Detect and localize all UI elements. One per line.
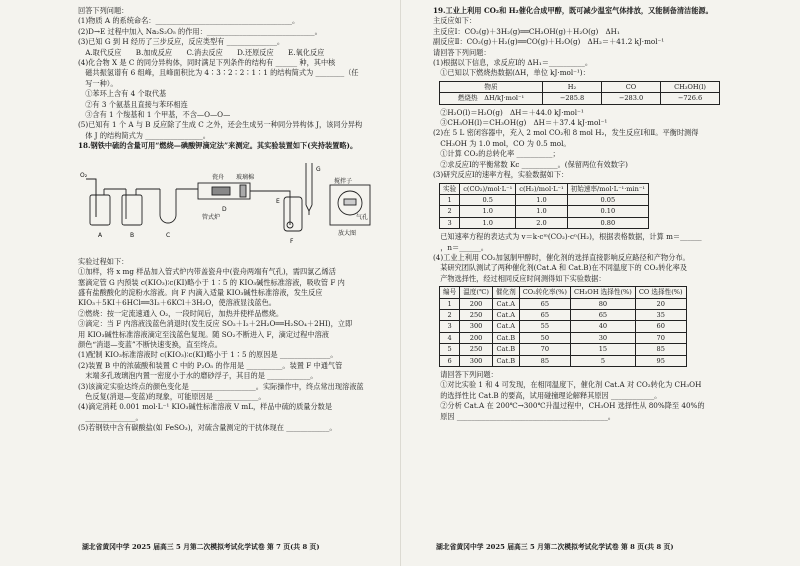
label-f: F [290, 237, 294, 245]
page-fold [400, 0, 401, 566]
text-line: ①已知以下燃烧热数据(ΔH，单位 kJ·mol⁻¹)： [433, 68, 590, 78]
table-cell: 50 [519, 332, 570, 343]
table-header: 温度(℃) [460, 287, 493, 298]
text-line: ②分析 Cat.A 在 200℃→300℃升温过程中，CH₃OH 选择性从 80%降至 40%的 [433, 401, 705, 411]
table-cell: 60 [635, 321, 686, 332]
text-line: (5)已知有 1 个 A 与 B 反应除了生成 C 之外，还会生成另一种同分异构体 J，该同分异构 [78, 120, 363, 130]
table-cell: 55 [519, 321, 570, 332]
table-header: 初始速率/mol·L⁻¹·min⁻¹ [567, 183, 648, 194]
table-cell: 85 [635, 344, 686, 355]
table-cell: 65 [519, 309, 570, 320]
table-cell: 0.80 [567, 217, 648, 228]
table-header: 编号 [440, 287, 460, 298]
text-line: 塞滴定管 G 内预装 c(KIO₃)∶c(KI)略小于 1∶5 的 KIO₃碱性标准溶液，吸收管 F 内 [78, 277, 345, 287]
table-cell: 65 [570, 309, 635, 320]
bottle-b [122, 195, 142, 225]
table-cell: 5 [570, 355, 635, 366]
table-header: 实验 [440, 183, 460, 194]
text-line: ______________。 [78, 412, 143, 422]
table-header: CH₃OH(l) [661, 81, 720, 92]
text-line: 主反应如下： [433, 16, 477, 26]
table-header: c(CO₂)/mol·L⁻¹ [460, 183, 516, 194]
text-line: 体 J 的结构简式为 ________________。 [78, 130, 210, 140]
table-cell: Cat.B [492, 344, 519, 355]
text-line: ①计算 CO₂的总转化率 __________； [433, 149, 560, 159]
text-line: (3)研究反应Ⅰ的速率方程，实验数据如下： [433, 170, 569, 180]
table-cell: 250 [460, 344, 493, 355]
table-cell: 300 [460, 321, 493, 332]
text-line: ②求反应Ⅰ的平衡常数 Kc __________。(保留两位有效数字) [433, 159, 628, 169]
label-o2: O₂ [80, 171, 88, 179]
text-line: 末端多孔玻璃泡内置一密度小于水的磨砂浮子，其目的是 ____________。 [78, 371, 318, 381]
table-cell: 15 [570, 344, 635, 355]
table-cell: 2.0 [516, 217, 567, 228]
rate-data-table [439, 183, 649, 230]
table-cell: 35 [635, 309, 686, 320]
table-header: c(H₂)/mol·L⁻¹ [516, 183, 567, 194]
table-cell: Cat.A [492, 321, 519, 332]
text-line: 副反应Ⅱ：CO₂(g)＋H₂(g)══CO(g)＋H₂O(g) ΔH₂＝＋41.2 kJ·mol⁻¹ [433, 37, 665, 47]
table-cell: 70 [519, 344, 570, 355]
label-crucible: 瓷舟 [212, 173, 225, 181]
o2-inlet-tube [86, 179, 96, 217]
text-line: 请回答下列问题： [433, 47, 491, 57]
table-row [440, 344, 687, 355]
catalyst-data-table [439, 286, 687, 367]
text-line: (4)化合物 X 是 C 的同分异构体，同时满足下列条件的结构有 ______ 种，其中核 [78, 58, 336, 68]
text-line: 色反复(消退—变蓝)的现象，可能原因是 ____________。 [78, 391, 266, 401]
table-cell: 6 [440, 355, 460, 366]
text-line: KIO₃＋5KI＋6HCl══3I₂＋6KCl＋3H₂O，使溶液显浅蓝色。 [78, 298, 276, 308]
u-tube-c [160, 189, 176, 223]
table-cell: 5 [440, 344, 460, 355]
table-cell: −285.8 [543, 93, 602, 104]
table-row [440, 298, 687, 309]
table-cell: 1.0 [516, 194, 567, 205]
table-cell: 85 [519, 355, 570, 366]
text-line: 盛有盐酸酸化的淀粉水溶液。向 F 内滴入适量 KIO₃碱性标准溶液，发生反应 [78, 287, 323, 297]
table-cell: 65 [519, 298, 570, 309]
text-line: 磁共振氢谱有 6 组峰，且峰面积比为 4∶3∶2∶2∶1∶1 的结构简式为 ________（任 [78, 68, 359, 78]
text-line: 已知速率方程的表达式为 v＝k·cᵐ(CO₂)·cⁿ(H₂)，根据表格数据，计算 m＝______ [433, 232, 702, 242]
table-cell: 2 [440, 309, 460, 320]
text-line: ①苯环上含有 4 个取代基 [78, 89, 167, 99]
text-line: (1)配制 KIO₃标准溶液时 c(KIO₃)∶c(KI)略小于 1∶5 的原因是 ______________。 [78, 350, 338, 360]
crucible-boat [212, 187, 230, 195]
table-header: CO 选择性(%) [635, 287, 686, 298]
text-line: ①加样，将 x mg 样品加入管式炉内带盖瓷舟中(瓷舟两端有气孔)，需四氯乙烯活 [78, 267, 336, 277]
text-line: (1)物质 A 的系统命名：______________________________________。 [78, 16, 300, 26]
glass-wool [240, 185, 246, 197]
bottle-a [90, 195, 110, 225]
text-line: 用 KIO₃碱性标准溶液滴定至浅蓝色复现。随 SO₂不断进入 F，滴定过程中溶液 [78, 329, 329, 339]
table-cell: −283.0 [602, 93, 661, 104]
text-line: CH₃OH 为 1.0 mol，CO 为 0.5 mol。 [433, 138, 571, 148]
table-cell: 200 [460, 332, 493, 343]
text-line: 回答下列问题： [78, 6, 129, 15]
q17-continued [78, 6, 388, 141]
text-line: (3)已知 G 到 H 经历了三步反应，反应类型有 ______________。 [78, 37, 285, 47]
text-line: (2)装置 B 中的浓硫酸和装置 C 中的 P₂O₅ 的作用是 __________。装置 F 中通气管 [78, 360, 343, 370]
table-row [440, 309, 687, 320]
table-cell: 300 [460, 355, 493, 366]
label-glass-wool: 玻璃棉 [236, 173, 255, 181]
label-furnace: 管式炉 [202, 213, 221, 221]
table-cell: 4 [440, 332, 460, 343]
table-cell: 70 [635, 332, 686, 343]
table-cell: Cat.A [492, 309, 519, 320]
table-cell: 20 [635, 298, 686, 309]
text-line: ②有 3 个氨基且直接与苯环相连 [78, 99, 188, 109]
text-line: 产物选择性，经过相同反应时间测得如下实验数据： [433, 273, 606, 283]
table-cell: 200 [460, 298, 493, 309]
text-line: (2)在 5 L 密闭容器中，充入 2 mol CO₂和 8 mol H₂，发生反应Ⅰ和Ⅱ。平衡时测得 [433, 128, 699, 138]
table-cell: −726.6 [661, 93, 720, 104]
table-cell: 3 [440, 217, 460, 228]
table-row [440, 93, 720, 104]
table-header: H₂ [543, 81, 602, 92]
label-g: G [316, 165, 321, 173]
q18-body [78, 257, 388, 434]
text-line: ②H₂O(l)＝H₂O(g) ΔH＝＋44.0 kJ·mol⁻¹ [433, 107, 584, 117]
right-page [433, 6, 783, 422]
text-line: ③含有 1 个羧基和 1 个甲基，不含—O—O— [78, 110, 231, 120]
table-header: CH₃OH 选择性(%) [570, 287, 635, 298]
table-cell: 燃烧热 ΔH/kJ·mol⁻¹ [440, 93, 543, 104]
table-cell: 1.0 [516, 206, 567, 217]
table-cell: 1 [440, 194, 460, 205]
table-cell: 0.5 [460, 194, 516, 205]
table-cell: 2 [440, 206, 460, 217]
q19-title: 19.工业上利用 CO₂和 H₂催化合成甲醇，既可减少温室气体排放，又能制备清洁能源。 [433, 6, 713, 15]
text-line: 主反应Ⅰ：CO₂(g)＋3H₂(g)══CH₃OH(g)＋H₂O(g) ΔH₁ [433, 26, 620, 36]
text-line: (5)若钢铁中含有碳酸盐(如 FeSO₃)，对硫含量测定的干扰体现在 ____________。 [78, 423, 337, 433]
label-d: D [222, 205, 227, 213]
text-line: 请回答下列问题： [433, 370, 498, 379]
text-line: ③滴定：当 F 内溶液浅蓝色消退时(发生反应 SO₂＋I₂＋2H₂O══H₂SO₄＋2HI)，立即 [78, 319, 353, 329]
table-cell: 3 [440, 321, 460, 332]
table-header: 物质 [440, 81, 543, 92]
label-c: C [166, 231, 171, 239]
table-row [440, 321, 687, 332]
page-footer-right: 湖北省黄冈中学 2025 届高三 5 月第二次模拟考试化学试卷 第 8 页(共 8 页) [436, 543, 674, 551]
text-line: 颜色“消退—变蓝”不断快速变换，直至终点。 [78, 339, 222, 349]
table-cell: 80 [570, 298, 635, 309]
table-cell: 1.0 [460, 217, 516, 228]
table-cell: 250 [460, 309, 493, 320]
text-line: (4)滴定消耗 0.001 mol·L⁻¹ KIO₃碱性标准溶液 V mL，样品中硫的质量分数是 [78, 402, 333, 412]
label-b: B [130, 231, 135, 239]
table-header: CO [602, 81, 661, 92]
text-line: ①对比实验 1 和 4 可发现，在相同温度下，催化剂 Cat.A 对 CO₂转化为 CH₃OH [433, 380, 702, 390]
label-e: E [276, 197, 280, 205]
table-cell: 0.10 [567, 206, 648, 217]
combustion-heat-table [439, 81, 720, 105]
text-line: 写一种）。 [78, 78, 118, 88]
apparatus-diagram [78, 155, 383, 253]
text-line: (4)工业上利用 CO₂加氢制甲醇时，催化剂的选择直接影响反应路径和产物分布。 [433, 252, 690, 262]
text-line: ③CH₃OH(l)＝CH₃OH(g) ΔH＝＋37.4 kJ·mol⁻¹ [433, 118, 608, 128]
table-cell: 30 [570, 332, 635, 343]
table-cell: 95 [635, 355, 686, 366]
page-footer-left: 湖北省黄冈中学 2025 届高三 5 月第二次模拟考试化学试卷 第 7 页(共 8 页) [82, 543, 320, 551]
text-line: 某研究团队测试了两种催化剂(Cat.A 和 Cat.B)在不同温度下的 CO₂转化率及 [433, 263, 688, 273]
text-line: (3)该滴定实验达终点的颜色变化是 __________________。实际操作中，终点常出现溶液蓝 [78, 381, 364, 391]
table-cell: Cat.A [492, 298, 519, 309]
text-line: (2)D→E 过程中加入 Na₂S₂O₅ 的作用：______________________________。 [78, 26, 322, 36]
label-a: A [98, 231, 103, 239]
label-air-hole: 气孔 [356, 213, 369, 221]
table-cell: 1.0 [460, 206, 516, 217]
label-magnified: 放大图 [338, 229, 357, 237]
table-header: CO₂转化率(%) [519, 287, 570, 298]
burette-g [306, 163, 312, 211]
table-cell: Cat.B [492, 355, 519, 366]
text-line: ②燃烧：按一定流速通入 O₂，一段时间后，加热并使样品燃烧。 [78, 308, 284, 318]
table-row [440, 355, 687, 366]
left-page [78, 6, 388, 434]
table-header: 催化剂 [492, 287, 519, 298]
q18-title: 18.钢铁中硫的含量可用“燃烧—碘酸钾滴定法”来测定。其实验装置如下(夹持装置略)。 [78, 141, 358, 151]
table-row [440, 332, 687, 343]
table-cell: 1 [440, 298, 460, 309]
text-line: ，n＝______。 [433, 242, 488, 252]
text-line: A.取代反应 B.加成反应 C.消去反应 D.还原反应 E.氧化反应 [78, 47, 325, 57]
label-stirrer: 搅拌子 [334, 177, 353, 185]
text-line: 原因 __________________________________________。 [433, 411, 615, 421]
table-row [440, 206, 649, 217]
table-cell: 40 [570, 321, 635, 332]
table-row [440, 194, 649, 205]
table-row [440, 217, 649, 228]
text-line: (1)根据以下信息，求反应Ⅰ的 ΔH₁＝__________。 [433, 58, 593, 68]
text-line: 的选择性比 Cat.B 的要高，试用碰撞理论解释其原因 ____________。 [433, 390, 662, 400]
text-line: 实验过程如下： [78, 256, 129, 266]
table-cell: 0.05 [567, 194, 648, 205]
table-cell: Cat.B [492, 332, 519, 343]
